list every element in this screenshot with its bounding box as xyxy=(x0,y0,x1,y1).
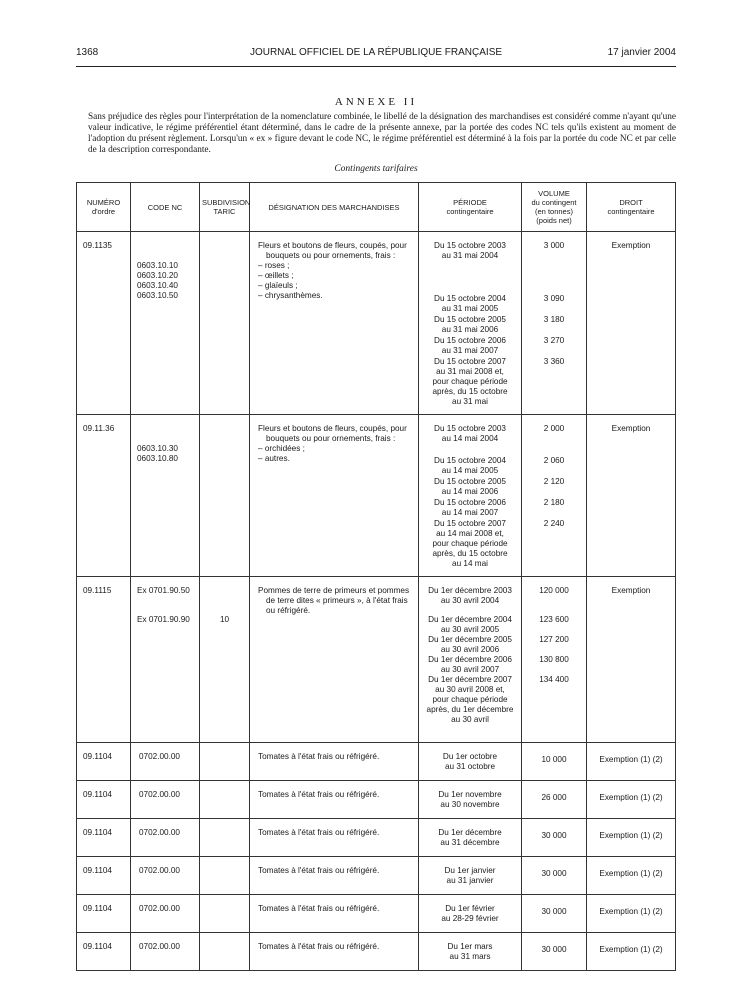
cell-text: pour chaque période xyxy=(432,695,508,704)
cell-text: 2 180 xyxy=(543,498,565,507)
cell-text: Tomates à l'état frais ou réfrigéré. xyxy=(258,904,380,913)
table-row xyxy=(77,819,676,857)
cell-text: DROIT xyxy=(619,198,643,207)
cell-text: 09.1104 xyxy=(83,866,112,875)
cell-text: Du 1er mars xyxy=(447,942,493,951)
cell-text: 0702.00.00 xyxy=(139,828,180,837)
cell-text: NUMÉRO xyxy=(86,198,121,207)
cell-text: 3 000 xyxy=(543,241,565,250)
duty-cell xyxy=(587,895,676,933)
cell-text: Du 1er octobre xyxy=(442,752,498,761)
duty-cell xyxy=(587,857,676,895)
designation-cell xyxy=(250,577,419,743)
cell-text: au 28-29 février xyxy=(441,914,499,923)
cell-text: 2 120 xyxy=(543,477,565,486)
running-header xyxy=(76,47,676,61)
cell-text: au 31 mai xyxy=(452,397,488,406)
cell-text: 09.1104 xyxy=(83,904,112,913)
duty-cell xyxy=(587,577,676,743)
cell-text: 2 000 xyxy=(543,424,565,433)
cell-text: Du 1er janvier xyxy=(444,866,496,875)
cn-code-cell xyxy=(131,743,200,781)
header-cn-code xyxy=(131,183,200,232)
cell-text: de terre dites « primeurs », à l'état frais xyxy=(266,596,408,605)
cell-text: contingentaire xyxy=(446,207,494,216)
cell-text: Exemption (1) (2) xyxy=(599,755,663,764)
cell-text: 30 000 xyxy=(541,945,567,954)
cell-text: d'ordre xyxy=(91,207,116,216)
cell-text: 2 060 xyxy=(543,456,565,465)
cell-text: au 14 mai 2008 et, xyxy=(436,529,504,538)
cell-text: – autres. xyxy=(258,454,290,463)
table-row xyxy=(77,232,676,415)
cell-text: Exemption (1) (2) xyxy=(599,793,663,802)
cell-text: (poids net) xyxy=(536,216,572,225)
cell-text: 123 600 xyxy=(539,615,569,624)
taric-cell xyxy=(200,857,250,895)
cell-text: Du 15 octobre 2005 xyxy=(434,477,506,486)
cell-text: 127 200 xyxy=(539,635,569,644)
cell-text: au 31 mai 2006 xyxy=(441,325,499,334)
taric-cell xyxy=(200,781,250,819)
cell-text: 2 240 xyxy=(543,519,565,528)
designation-cell xyxy=(250,415,419,577)
cell-text: au 14 mai 2004 xyxy=(441,434,499,443)
cell-text: bouquets ou pour ornements, frais : xyxy=(266,251,396,260)
period-cell xyxy=(419,857,522,895)
cell-text: au 31 décembre xyxy=(440,838,500,847)
cell-text: Exemption xyxy=(611,241,651,250)
cell-text: Tomates à l'état frais ou réfrigéré. xyxy=(258,790,380,799)
cell-text: Tomates à l'état frais ou réfrigéré. xyxy=(258,866,380,875)
cell-text: 26 000 xyxy=(541,793,567,802)
cell-text: VOLUME xyxy=(538,189,570,198)
cell-text: ou réfrigéré. xyxy=(266,606,311,615)
order-number-cell xyxy=(77,895,131,933)
cell-text: Du 15 octobre 2004 xyxy=(434,294,506,303)
order-number-cell xyxy=(77,819,131,857)
taric-cell xyxy=(200,819,250,857)
cell-text: après, du 15 octobre xyxy=(432,549,508,558)
taric-cell xyxy=(200,895,250,933)
table-row xyxy=(77,857,676,895)
cell-text: Exemption (1) (2) xyxy=(599,869,663,878)
cell-text: au 31 mai 2004 xyxy=(441,251,499,260)
cell-text: 3 090 xyxy=(543,294,565,303)
cell-text: Du 15 octobre 2006 xyxy=(434,498,506,507)
cell-text: 0702.00.00 xyxy=(139,942,180,951)
order-number-cell xyxy=(77,933,131,971)
cell-text: 0603.10.10 xyxy=(137,261,178,270)
cell-text: 0603.10.80 xyxy=(137,454,178,463)
table-caption: Contingents tarifaires xyxy=(334,164,418,174)
duty-cell xyxy=(587,781,676,819)
volume-cell xyxy=(522,857,587,895)
cell-text: au 30 avril 2007 xyxy=(440,665,500,674)
page-number: 1368 xyxy=(76,47,99,58)
cell-text: 09.1104 xyxy=(83,942,112,951)
cell-text: Tomates à l'état frais ou réfrigéré. xyxy=(258,942,380,951)
header-rule xyxy=(76,66,676,67)
cell-text: Exemption (1) (2) xyxy=(599,945,663,954)
volume-cell xyxy=(522,577,587,743)
cell-text: Fleurs et boutons de fleurs, coupés, pour xyxy=(258,241,407,250)
cell-text: au 30 novembre xyxy=(440,800,500,809)
volume-cell xyxy=(522,415,587,577)
cell-text: 0702.00.00 xyxy=(139,790,180,799)
cell-text: au 30 avril 2006 xyxy=(440,645,500,654)
cell-text: 30 000 xyxy=(541,869,567,878)
duty-cell xyxy=(587,933,676,971)
table-header-row xyxy=(77,183,676,232)
taric-cell xyxy=(200,577,250,743)
cell-text: Du 1er décembre 2003 xyxy=(428,586,512,595)
cn-code-cell xyxy=(131,933,200,971)
intro-paragraph: Sans préjudice des règles pour l'interprétation de la nomenclature combinée, le libellé de la désignation des marchandises est considéré comme n'ayant qu'une valeur indicative, le régime préférentiel étant déterminé, dans le cadre de la présente annexe, par la portée des codes NC tels qu'ils existent au moment de l'adoption du présent règlement. Lorsqu'un « ex » figure devant le code NC, le régime préférentiel est déterminé à la fois par la portée du code NC et par celle de la description correspondante. xyxy=(88,112,676,155)
cell-text: 10 xyxy=(219,615,230,624)
cell-text: DÉSIGNATION DES MARCHANDISES xyxy=(268,202,400,212)
cell-text: 09.1135 xyxy=(83,241,112,250)
cell-text: 0603.10.20 xyxy=(137,271,178,280)
cell-text: 130 800 xyxy=(539,655,569,664)
cell-text: 09.1115 xyxy=(83,586,112,595)
cell-text: 0702.00.00 xyxy=(139,904,180,913)
cell-text: 0603.10.30 xyxy=(137,444,178,453)
cell-text: Ex 0701.90.90 xyxy=(137,615,190,624)
cell-text: Tomates à l'état frais ou réfrigéré. xyxy=(258,828,380,837)
duty-cell xyxy=(587,232,676,415)
cell-text: Du 1er février xyxy=(445,904,495,913)
cell-text: 0603.10.50 xyxy=(137,291,178,300)
designation-cell xyxy=(250,743,419,781)
designation-cell xyxy=(250,781,419,819)
cell-text: Du 1er novembre xyxy=(438,790,502,799)
cell-text: Du 15 octobre 2004 xyxy=(434,456,506,465)
cell-text: TARIC xyxy=(213,207,236,216)
order-number-cell xyxy=(77,781,131,819)
header-quota-volume xyxy=(522,183,587,232)
header-quota-period xyxy=(419,183,522,232)
duty-cell xyxy=(587,415,676,577)
cell-text: Du 15 octobre 2003 xyxy=(434,424,506,433)
period-cell xyxy=(419,415,522,577)
cell-text: au 14 mai xyxy=(452,559,488,568)
cell-text: Exemption xyxy=(611,586,651,595)
period-cell xyxy=(419,232,522,415)
cell-text: 10 000 xyxy=(541,755,567,764)
cell-text: du contingent xyxy=(531,198,577,207)
cell-text: 30 000 xyxy=(541,831,567,840)
cell-text: 0702.00.00 xyxy=(139,866,180,875)
designation-cell xyxy=(250,933,419,971)
cell-text: 3 360 xyxy=(543,357,565,366)
cell-text: au 31 octobre xyxy=(444,762,496,771)
cell-text: Ex 0701.90.50 xyxy=(137,586,190,595)
cn-code-cell xyxy=(131,232,200,415)
volume-cell xyxy=(522,743,587,781)
designation-cell xyxy=(250,819,419,857)
cell-text: Du 1er décembre 2007 xyxy=(428,675,512,684)
volume-cell xyxy=(522,781,587,819)
cell-text: – glaïeuls ; xyxy=(258,281,298,290)
cell-text: au 31 mai 2007 xyxy=(441,346,499,355)
period-cell xyxy=(419,743,522,781)
designation-cell xyxy=(250,232,419,415)
taric-cell xyxy=(200,415,250,577)
cell-text: Exemption (1) (2) xyxy=(599,831,663,840)
cell-text: – œillets ; xyxy=(258,271,294,280)
cn-code-cell xyxy=(131,819,200,857)
table-row xyxy=(77,577,676,743)
designation-cell xyxy=(250,857,419,895)
table-row xyxy=(77,781,676,819)
table-row xyxy=(77,933,676,971)
volume-cell xyxy=(522,933,587,971)
cn-code-cell xyxy=(131,895,200,933)
cell-text: 09.1104 xyxy=(83,752,112,761)
cell-text: contingentaire xyxy=(607,207,655,216)
cell-text: après, du 15 octobre xyxy=(432,387,508,396)
order-number-cell xyxy=(77,743,131,781)
period-cell xyxy=(419,577,522,743)
cell-text: Du 1er décembre 2006 xyxy=(428,655,512,664)
taric-cell xyxy=(200,232,250,415)
cell-text: après, du 1er décembre xyxy=(426,705,514,714)
table-row xyxy=(77,415,676,577)
cell-text: CODE NC xyxy=(147,202,183,212)
cell-text: au 31 janvier xyxy=(446,876,494,885)
cell-text: 120 000 xyxy=(539,586,569,595)
cell-text: Exemption xyxy=(611,424,651,433)
cell-text: 134 400 xyxy=(539,675,569,684)
cn-code-cell xyxy=(131,857,200,895)
taric-cell xyxy=(200,933,250,971)
cell-text: Du 15 octobre 2005 xyxy=(434,315,506,324)
cell-text: pour chaque période xyxy=(432,377,508,386)
cell-text: 3 180 xyxy=(543,315,565,324)
header-taric-subdivision xyxy=(200,183,250,232)
order-number-cell xyxy=(77,857,131,895)
publication-date: 17 janvier 2004 xyxy=(607,47,676,58)
cell-text: 30 000 xyxy=(541,907,567,916)
cn-code-cell xyxy=(131,415,200,577)
cell-text: 3 270 xyxy=(543,336,565,345)
order-number-cell xyxy=(77,415,131,577)
cell-text: (en tonnes) xyxy=(535,207,573,216)
cell-text: bouquets ou pour ornements, frais : xyxy=(266,434,396,443)
duty-cell xyxy=(587,743,676,781)
volume-cell xyxy=(522,895,587,933)
order-number-cell xyxy=(77,232,131,415)
period-cell xyxy=(419,819,522,857)
table-row xyxy=(77,743,676,781)
cn-code-cell xyxy=(131,781,200,819)
tariff-quota-table xyxy=(76,182,676,971)
cell-text: Du 15 octobre 2006 xyxy=(434,336,506,345)
period-cell xyxy=(419,895,522,933)
cell-text: au 14 mai 2005 xyxy=(441,466,499,475)
cell-text: au 30 avril 2004 xyxy=(440,596,500,605)
duty-cell xyxy=(587,819,676,857)
cell-text: 09.1104 xyxy=(83,790,112,799)
cell-text: au 14 mai 2007 xyxy=(441,508,499,517)
cell-text: Du 15 octobre 2007 xyxy=(434,357,506,366)
cell-text: au 30 avril xyxy=(451,715,489,724)
cn-code-cell xyxy=(131,577,200,743)
cell-text: Fleurs et boutons de fleurs, coupés, pour xyxy=(258,424,407,433)
order-number-cell xyxy=(77,577,131,743)
cell-text: au 31 mars xyxy=(449,952,491,961)
volume-cell xyxy=(522,819,587,857)
cell-text: – roses ; xyxy=(258,261,290,270)
header-quota-duty xyxy=(587,183,676,232)
period-cell xyxy=(419,781,522,819)
cell-text: Exemption (1) (2) xyxy=(599,907,663,916)
cell-text: 09.11.36 xyxy=(83,424,115,433)
cell-text: Du 1er décembre 2004 xyxy=(428,615,512,624)
cell-text: Du 1er décembre xyxy=(438,828,502,837)
cell-text: 0603.10.40 xyxy=(137,281,178,290)
taric-cell xyxy=(200,743,250,781)
cell-text: 09.1104 xyxy=(83,828,112,837)
table-row xyxy=(77,895,676,933)
cell-text: Tomates à l'état frais ou réfrigéré. xyxy=(258,752,380,761)
period-cell xyxy=(419,933,522,971)
cell-text: au 30 avril 2005 xyxy=(440,625,500,634)
cell-text: 0702.00.00 xyxy=(139,752,180,761)
cell-text: PÉRIODE xyxy=(453,198,487,207)
cell-text: Du 15 octobre 2007 xyxy=(434,519,506,528)
cell-text: – orchidées ; xyxy=(258,444,305,453)
annex-title: ANNEXE II xyxy=(334,96,418,108)
cell-text: Du 15 octobre 2003 xyxy=(434,241,506,250)
cell-text: Pommes de terre de primeurs et pommes xyxy=(258,586,410,595)
journal-title: JOURNAL OFFICIEL DE LA RÉPUBLIQUE FRANÇAISE xyxy=(249,47,503,58)
header-goods-description xyxy=(250,183,419,232)
cell-text: au 14 mai 2006 xyxy=(441,487,499,496)
cell-text: – chrysanthèmes. xyxy=(258,291,323,300)
cell-text: au 31 mai 2005 xyxy=(441,304,499,313)
volume-cell xyxy=(522,232,587,415)
cell-text: SUBDIVISION xyxy=(202,198,251,207)
header-order-number xyxy=(77,183,131,232)
designation-cell xyxy=(250,895,419,933)
cell-text: au 30 avril 2008 et, xyxy=(435,685,505,694)
cell-text: Du 1er décembre 2005 xyxy=(428,635,512,644)
cell-text: au 31 mai 2008 et, xyxy=(436,367,504,376)
cell-text: pour chaque période xyxy=(432,539,508,548)
